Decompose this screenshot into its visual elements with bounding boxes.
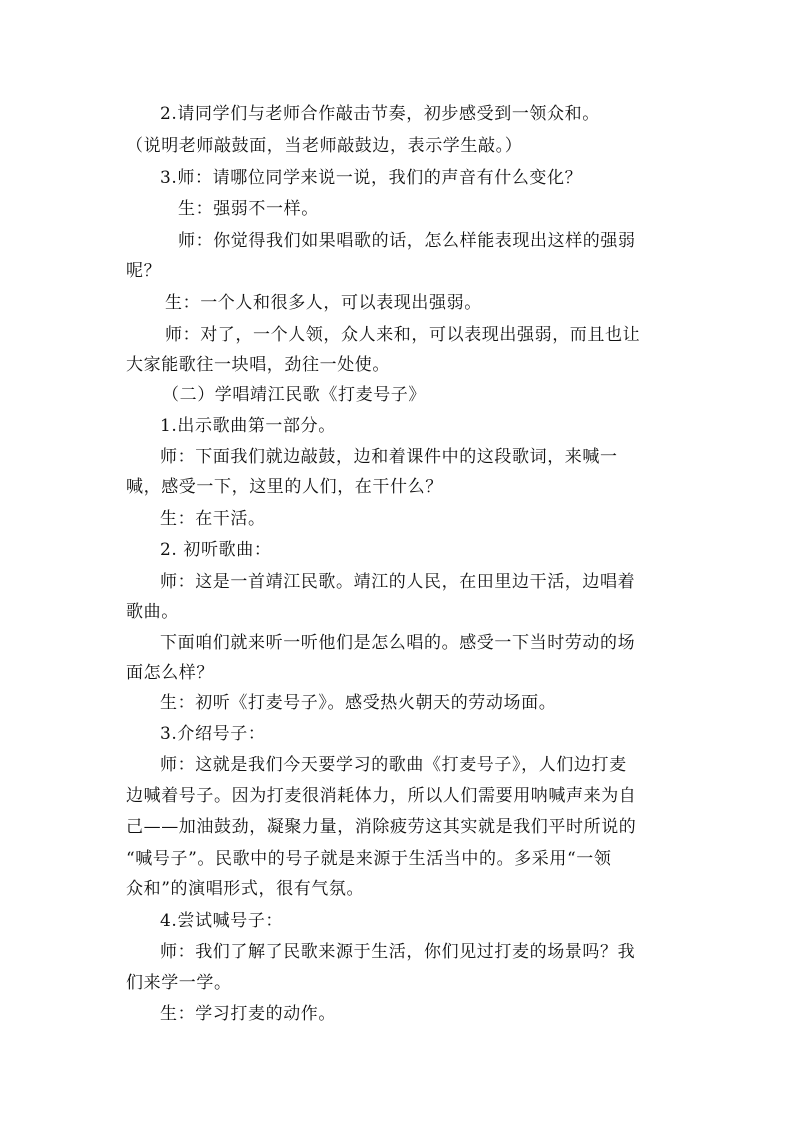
- text-line: 下面咱们就来听一听他们是怎么唱的。感受一下当时劳动的场: [160, 633, 636, 653]
- text-line: 师：我们了解了民歌来源于生活，你们见过打麦的场景吗？我: [160, 942, 636, 962]
- text-line: 生：一个人和很多人，可以表现出强弱。: [165, 293, 482, 313]
- text-line: 生：初听《打麦号子》。感受热火朝天的劳动场面。: [160, 693, 557, 713]
- text-line: 2. 初听歌曲：: [160, 540, 272, 560]
- text-line: 们来学一学。: [126, 973, 232, 993]
- text-line: 3.介绍号子：: [160, 724, 266, 744]
- text-line: （说明老师敲鼓面，当老师敲鼓边，表示学生敲。）: [126, 136, 523, 156]
- text-line: 师：对了，一个人领，众人来和，可以表现出强弱，而且也让: [165, 325, 641, 345]
- text-line: 4.尝试喊号子：: [160, 911, 284, 931]
- text-line: 呢？: [126, 261, 162, 281]
- text-line: 生：在干活。: [160, 509, 266, 529]
- text-line: 边喊着号子。因为打麦很消耗体力，所以人们需要用呐喊声来为自: [126, 786, 637, 806]
- text-line: 3.师：请哪位同学来说一说，我们的声音有什么变化？: [160, 168, 583, 188]
- section-heading: （二）学唱靖江民歌《打麦号子》: [162, 385, 426, 405]
- text-line: 喊，感受一下，这里的人们，在干什么？: [126, 477, 443, 497]
- text-line: “喊号子”。民歌中的号子就是来源于生活当中的。多采用“一领: [126, 849, 612, 869]
- text-line: 面怎么样？: [126, 663, 214, 683]
- text-line: 2.请同学们与老师合作敲击节奏，初步感受到一领众和。: [160, 104, 600, 124]
- text-line: 1.出示歌曲第一部分。: [160, 416, 336, 436]
- text-line: 己——加油鼓劲，凝聚力量，消除疲劳这其实就是我们平时所说的: [126, 817, 637, 837]
- text-line: 师：你觉得我们如果唱歌的话，怎么样能表现出这样的强弱: [178, 231, 636, 251]
- text-line: 师：这是一首靖江民歌。靖江的人民，在田里边干活，边唱着: [160, 572, 636, 592]
- text-line: 大家能歌往一块唱，劲往一处使。: [126, 355, 390, 375]
- text-line: 歌曲。: [126, 602, 179, 622]
- text-line: 师：这就是我们今天要学习的歌曲《打麦号子》，人们边打麦: [160, 755, 627, 775]
- text-line: 师：下面我们就边敲鼓，边和着课件中的这段歌词，来喊一: [160, 447, 618, 467]
- text-line: 众和”的演唱形式，很有气氛。: [126, 879, 365, 899]
- text-line: 生：学习打麦的动作。: [160, 1004, 336, 1024]
- text-line: 生：强弱不一样。: [178, 199, 319, 219]
